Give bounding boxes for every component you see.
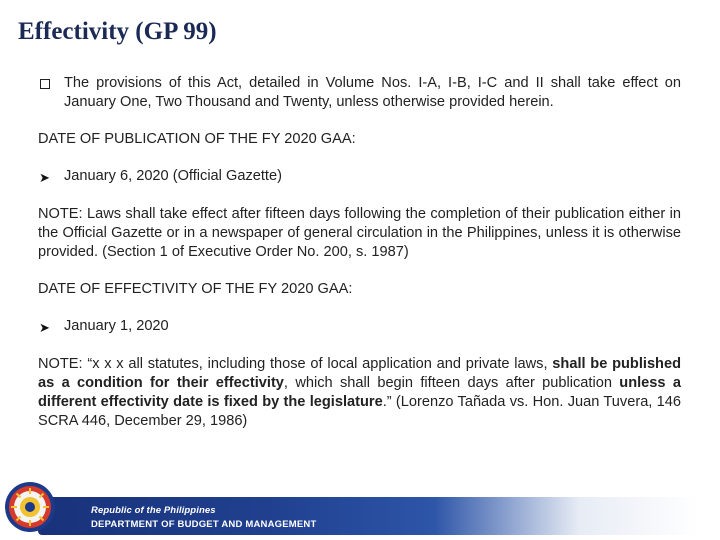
- effectivity-date-bullet: [38, 317, 681, 338]
- effectivity-note-part2: , which shall begin fifteen days after publication: [283, 375, 620, 391]
- publication-date-bullet: [38, 167, 681, 188]
- publication-note: NOTE: Laws shall take effect after fifteen days following the completion of their publication either in the Official Gazette or in a newspaper of general circulation in the Philippines, unless it is otherwise provided. (Section 1 of Executive Order No. 200, s. 1987): [38, 206, 681, 260]
- effectivity-heading: DATE OF EFFECTIVITY OF THE FY 2020 GAA:: [38, 281, 353, 297]
- footer-department: DEPARTMENT OF BUDGET AND MANAGEMENT: [91, 519, 317, 530]
- effectivity-note-bold1: shall be published as a condition for their effectivity: [38, 356, 681, 391]
- effectivity-note: [38, 355, 681, 431]
- publication-heading: DATE OF PUBLICATION OF THE FY 2020 GAA:: [38, 131, 356, 147]
- effectivity-note-part1: NOTE: “x x x all statutes, including those of local application and private laws,: [38, 356, 553, 372]
- checkbox-bullet-icon: [38, 74, 64, 95]
- effectivity-note-bold2: unless a different effectivity date is fixed by the legislature: [38, 375, 681, 410]
- page-title: Effectivity (GP 99): [18, 18, 217, 45]
- footer: [0, 494, 720, 540]
- arrow-bullet-icon: ➤: [39, 320, 50, 335]
- provision-text: The provisions of this Act, detailed in Volume Nos. I-A, I-B, I-C and II shall take effect on January One, Two Thousand and Twenty, unless otherwise provided herein.: [64, 75, 681, 110]
- slide-content: [38, 74, 681, 431]
- footer-republic: Republic of the Philippines: [91, 505, 216, 516]
- dbm-seal-icon: [4, 481, 56, 533]
- publication-date: January 6, 2020 (Official Gazette): [64, 168, 282, 184]
- arrow-bullet-icon: ➤: [39, 170, 50, 185]
- effectivity-note-part3: .” (Lorenzo Tañada vs. Hon. Juan Tuvera, 146 SCRA 446, December 29, 1986): [38, 394, 681, 429]
- effectivity-date: January 1, 2020: [64, 318, 169, 334]
- footer-band: [38, 497, 698, 535]
- provision-bullet: [38, 74, 681, 112]
